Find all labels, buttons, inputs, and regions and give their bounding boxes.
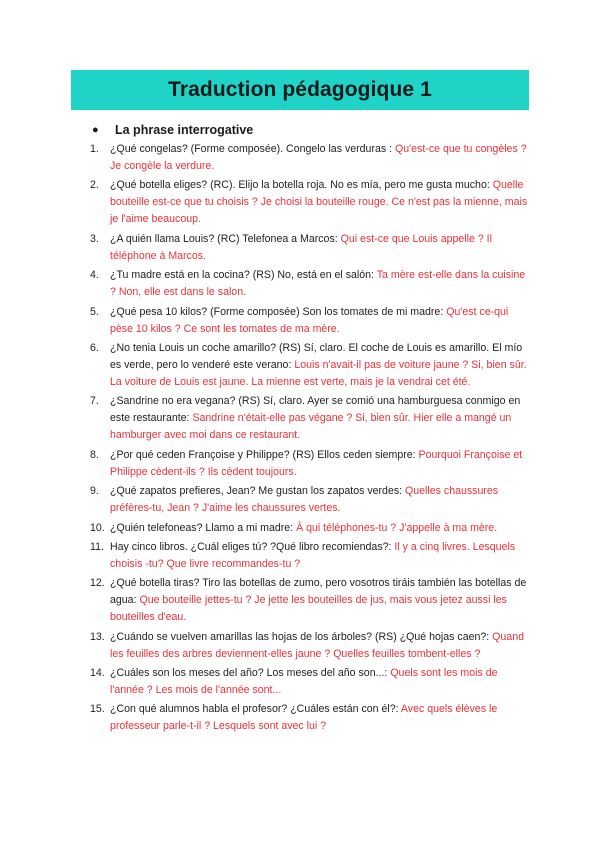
title-banner — [71, 70, 529, 110]
list-item — [90, 483, 530, 517]
french-translation: Quelle bouteille est-ce que tu choisis ? Je choisi la bouteille rouge. Ce n'est pas la mienne, mais je l'aime beaucoup. — [110, 179, 528, 226]
item-number: 7. — [90, 395, 99, 408]
list-item — [90, 231, 530, 265]
item-number: 5. — [90, 305, 99, 318]
spanish-question: ¿Qué congelas? (Forme composée). Congelo las verduras : — [110, 143, 395, 155]
list-item — [90, 665, 530, 699]
spanish-question: ¿Sandrine no era vegana? (RS) Sí, claro. Ayer se comió una hamburguesa conmigo en este restaurante: — [110, 395, 521, 425]
french-translation: Que bouteille jettes-tu ? Je jette les bouteilles de jus, mais vous jetez aussi les bouteilles d'eau. — [110, 594, 507, 624]
item-number: 3. — [90, 232, 99, 245]
spanish-question: ¿Tu madre está en la cocina? (RS) No, está en el salón: — [110, 269, 377, 282]
item-number: 6. — [90, 341, 99, 354]
section-heading — [92, 123, 253, 137]
list-item — [90, 304, 530, 338]
spanish-question: ¿Quién telefoneas? Llamo a mi madre: — [110, 521, 297, 534]
item-number: 15. — [90, 703, 105, 716]
item-number: 14. — [90, 667, 105, 680]
list-item — [90, 629, 530, 663]
spanish-question: ¿A quién llama Louis? (RC) Telefonea a Marcos: — [110, 232, 341, 245]
list-item — [90, 340, 530, 391]
list-item — [90, 141, 530, 175]
spanish-question: ¿Qué botella eliges? (RC). Elijo la botella roja. No es mía, pero me gusta mucho: — [110, 179, 493, 192]
item-number: 8. — [90, 448, 99, 461]
spanish-question: ¿Qué zapatos prefieres, Jean? Me gustan los zapatos verdes: — [110, 485, 406, 498]
page-title: Traduction pédagogique 1 — [168, 78, 432, 101]
item-number: 1. — [90, 143, 99, 155]
french-translation: Il y a cinq livres. Lesquels choisis -tu? Que livre recommandes-tu ? — [110, 540, 516, 570]
item-number: 13. — [90, 630, 105, 643]
exercise-list — [90, 141, 530, 738]
french-translation: Qui est-ce que Louis appelle ? Il téléphone à Marcos. — [110, 232, 492, 262]
list-item — [90, 447, 530, 481]
item-number: 9. — [90, 485, 99, 498]
french-translation: Pourquoi Françoise et Philippe cèdent-ils ? Ils cèdent toujours. — [110, 448, 523, 478]
spanish-question: Hay cinco libros. ¿Cuál eliges tú? ?Qué libro recomiendas?: — [110, 540, 395, 553]
french-translation: Quelles chaussures préfères-tu, Jean ? J'aime les chaussures vertes. — [110, 485, 499, 515]
list-item — [90, 575, 530, 626]
french-translation: Qu'est ce-qui pèse 10 kilos ? Ce sont les tomates de ma mère. — [110, 305, 509, 335]
spanish-question: ¿No tenia Louis un coche amarillo? (RS) Sí, claro. El coche de Louis es amarillo. El mío es verde, pero lo venderé este verano: — [110, 341, 523, 371]
item-number: 10. — [90, 521, 105, 534]
list-item — [90, 393, 530, 444]
spanish-question: ¿Cuáles son los meses del año? Los meses del año son...: — [110, 667, 391, 680]
list-item — [90, 701, 530, 735]
spanish-question: ¿Por qué ceden Françoise y Philippe? (RS) Ellos ceden siempre: — [110, 448, 419, 461]
item-number: 11. — [90, 540, 104, 553]
french-translation: Louis n'avait-il pas de voiture jaune ? Si, bien sûr. La voiture de Louis est jaune. La mienne est verte, mais je la vendrai cet été. — [110, 358, 527, 388]
spanish-question: ¿Con qué alumnos habla el profesor? ¿Cuáles están con él?: — [110, 703, 401, 716]
spanish-question: ¿Qué pesa 10 kilos? (Forme composée) Son los tomates de mi madre: — [110, 305, 447, 318]
item-number: 12. — [90, 577, 105, 590]
spanish-question: ¿Qué botella tiras? Tiro las botellas de zumo, pero vosotros tiráis también las botellas de agua: — [110, 577, 527, 607]
french-translation: Ta mère est-elle dans la cuisine ? Non, elle est dans le salon. — [110, 269, 526, 299]
section-heading-label: La phrase interrogative — [115, 123, 254, 137]
french-translation: Qu'est-ce que tu congèles ? Je congèle la verdure. — [110, 143, 527, 172]
french-translation: Sandrine n'était-elle pas végane ? Si, bien sûr. Hier elle a mangé un hamburger avec moi dans ce restaurant. — [110, 412, 512, 442]
french-translation: Avec quels élèves le professeur parle-t-il ? Lesquels sont avec lui ? — [110, 703, 498, 733]
list-item — [90, 177, 530, 228]
item-number: 2. — [90, 179, 99, 192]
bullet-icon: ● — [92, 124, 99, 136]
list-item — [90, 539, 530, 573]
list-item — [90, 520, 530, 537]
item-number: 4. — [90, 269, 99, 282]
french-translation: Quand les feuilles des arbres deviennent-elles jaune ? Quelles feuilles tombent-elles ? — [110, 630, 524, 660]
spanish-question: ¿Cuándo se vuelven amarillas las hojas de los árboles? (RS) ¿Qué hojas caen?: — [110, 630, 493, 643]
list-item — [90, 267, 530, 301]
french-translation: À qui téléphones-tu ? J'appelle à ma mère. — [296, 521, 498, 534]
french-translation: Quels sont les mois de l'année ? Les mois de l'année sont... — [110, 667, 498, 697]
